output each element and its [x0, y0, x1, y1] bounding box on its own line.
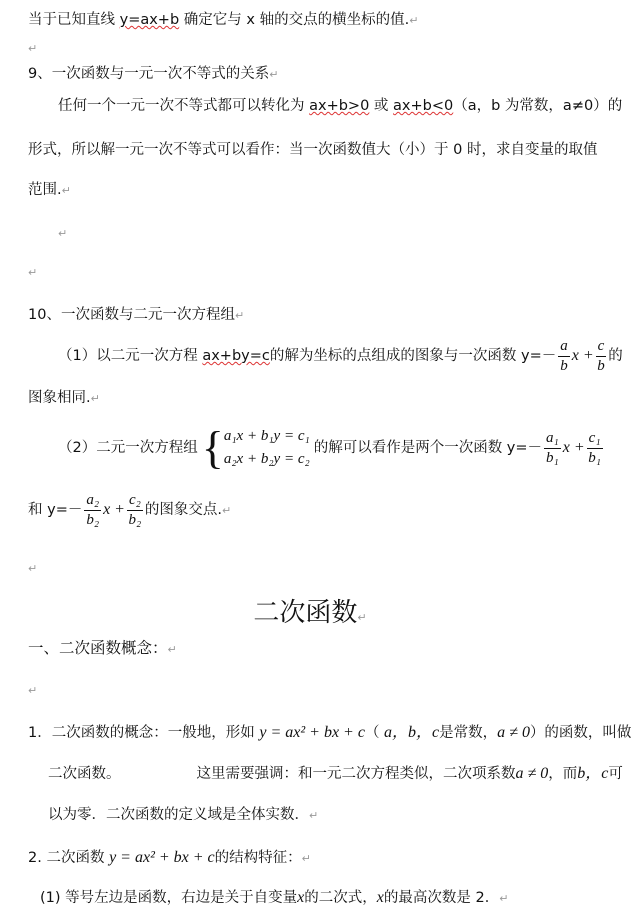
text: x +	[562, 439, 585, 456]
text: 任何一个一元一次不等式都可以转化为	[58, 98, 310, 114]
paragraph-mark: ↵	[28, 684, 38, 697]
text: 可	[608, 766, 623, 782]
text: 9、一次函数与一元一次不等式的关系	[28, 66, 270, 82]
formula: x	[376, 889, 384, 906]
section-title	[0, 592, 620, 629]
formula: y = ax² + bx + c	[259, 724, 365, 741]
text: 的解为坐标的点组成的图象与一次函数 y=－	[269, 348, 557, 364]
text: 一、二次函数概念：	[28, 639, 168, 657]
paragraph-mark: ↵	[28, 42, 38, 55]
text: 1．二次函数的概念：一般地，形如	[28, 725, 260, 741]
text: ）的函数，叫做	[529, 725, 631, 741]
text: 这里需要强调：和一元二次方程类似，二次项系数	[196, 766, 516, 782]
text: 的	[608, 348, 623, 364]
para-10-1	[58, 336, 623, 376]
empty-line	[58, 223, 67, 244]
text: 二次函数。	[48, 766, 121, 782]
text: 的结构特征：	[214, 850, 302, 866]
heading-10	[28, 305, 244, 326]
formula: y = ax² + bx + c	[109, 849, 215, 866]
para-concept-2	[48, 764, 623, 784]
para-10-1b	[28, 388, 100, 409]
paragraph-mark: ↵	[357, 611, 367, 624]
text: （1）以二元一次方程	[58, 348, 203, 364]
paragraph-mark: ↵	[499, 892, 509, 905]
text: （2）二元一次方程组	[58, 440, 198, 456]
paragraph-mark: ↵	[28, 562, 38, 575]
para-10-3	[28, 490, 231, 531]
text: 形式，所以解一元一次不等式可以看作：当一次函数值大（小）于 0 时，求自变量的取值	[28, 142, 598, 158]
text: 以为零．二次函数的定义域是全体实数．	[48, 807, 309, 823]
numerator: a	[558, 337, 570, 357]
text: （a，b 为常数，a≠0）的	[453, 98, 623, 114]
formula: a ≠ 0	[515, 765, 549, 782]
para-concept-1	[28, 723, 631, 743]
paragraph-mark: ↵	[269, 68, 279, 81]
text: x +	[103, 501, 125, 518]
line-intercept	[28, 10, 418, 31]
text: 是常数，	[439, 725, 498, 741]
brace: {	[201, 422, 224, 473]
numerator: c₂	[127, 491, 143, 511]
text: ax+b<0	[393, 98, 454, 114]
para-concept-3	[48, 805, 318, 826]
formula: a ≠ 0	[497, 724, 530, 741]
denominator: b₂	[86, 511, 100, 528]
denominator: b₁	[588, 449, 601, 466]
text: 确定它与 x 轴的交点的横坐标的值.	[179, 12, 410, 28]
heading-concept	[28, 638, 177, 660]
fraction	[558, 337, 570, 376]
formula: a，b，c	[384, 724, 440, 741]
text: 和 y=－	[28, 502, 83, 518]
fraction	[127, 491, 143, 530]
denominator: b₁	[546, 449, 559, 466]
text: 图象相同.	[28, 390, 91, 406]
paragraph-mark: ↵	[409, 14, 419, 27]
heading-9	[28, 64, 278, 85]
denominator: b₂	[128, 511, 142, 528]
paragraph-mark: ↵	[221, 504, 232, 517]
para-structure-1	[40, 888, 508, 909]
text: (1) 等号左边是函数，右边是关于自变量	[40, 890, 298, 906]
equation: a₂x + b₂y = c₂	[223, 451, 310, 467]
para-9-1	[58, 96, 622, 116]
text: 二次函数	[253, 598, 358, 628]
paragraph-mark: ↵	[28, 266, 38, 279]
fraction	[596, 337, 607, 376]
text: 10、一次函数与二元一次方程组	[28, 307, 235, 323]
text: 2. 二次函数	[28, 850, 110, 866]
text: 或	[369, 98, 394, 114]
text: x +	[571, 347, 594, 364]
para-10-2	[58, 424, 605, 472]
denominator: b	[597, 357, 605, 374]
para-structure	[28, 848, 311, 869]
empty-line	[28, 680, 37, 701]
denominator: b	[560, 357, 568, 374]
numerator: a₂	[84, 491, 101, 511]
text: ax+by=c	[202, 348, 270, 364]
empty-line	[28, 262, 37, 283]
paragraph-mark: ↵	[167, 643, 177, 656]
numerator: a₁	[544, 429, 561, 449]
para-9-3	[28, 180, 71, 201]
equation: a₁x + b₁y = c₁	[223, 428, 310, 444]
paragraph-mark: ↵	[58, 227, 68, 240]
numerator: c	[596, 337, 607, 357]
fraction	[544, 429, 561, 468]
paragraph-mark: ↵	[90, 392, 100, 405]
text: 的最高次数是 2．	[383, 890, 500, 906]
text: y=ax+b	[119, 12, 180, 28]
paragraph-mark: ↵	[301, 852, 311, 865]
text: 当于已知直线	[28, 12, 120, 28]
paragraph-mark: ↵	[61, 184, 71, 197]
formula: b，c	[577, 765, 609, 782]
paragraph-mark: ↵	[234, 309, 245, 322]
empty-line	[28, 558, 37, 579]
text: 的二次式，	[304, 890, 377, 906]
text: 的解可以看作是两个一次函数 y=－	[313, 440, 543, 456]
formula: x	[297, 889, 305, 906]
text: 的图象交点.	[144, 502, 222, 518]
paragraph-mark: ↵	[309, 809, 319, 822]
text: 范围.	[28, 182, 62, 198]
numerator: c₁	[587, 429, 603, 449]
equation-system	[201, 422, 310, 473]
empty-line	[28, 38, 37, 59]
fraction	[587, 429, 603, 468]
fraction	[84, 491, 101, 530]
text: ax+b>0	[309, 98, 370, 114]
text: （	[364, 725, 385, 741]
text: ，而	[548, 766, 578, 782]
para-9-2	[28, 140, 597, 160]
